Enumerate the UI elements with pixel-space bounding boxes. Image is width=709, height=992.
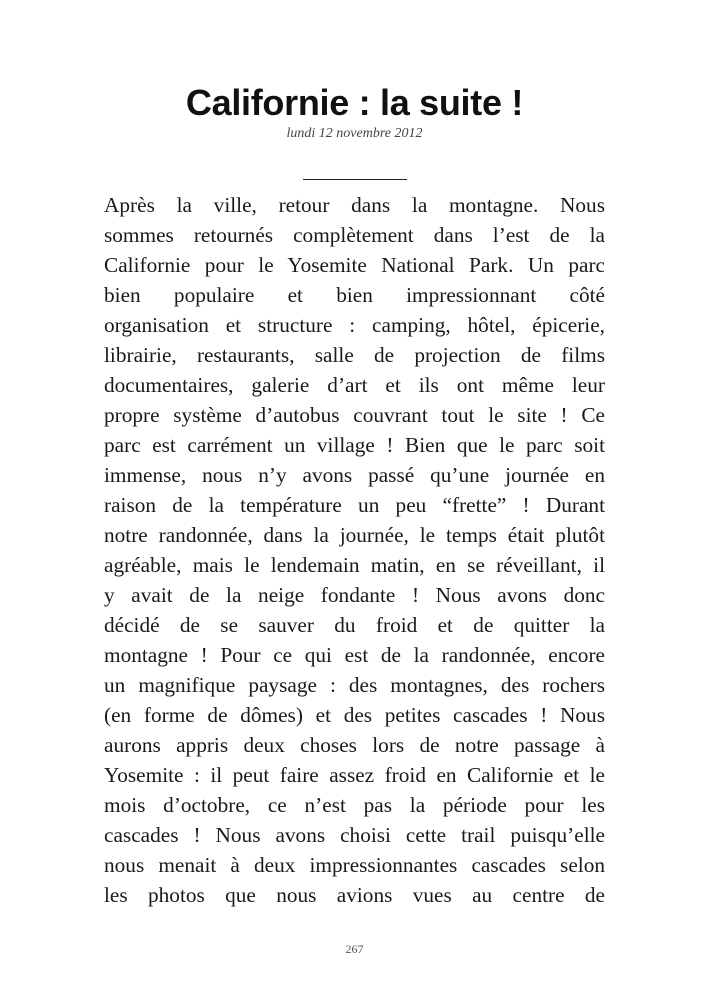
page-number: 267 [345,942,364,956]
article-body [104,190,605,910]
body-line: organisation et structure : camping, hôtel, épicerie, [104,313,605,337]
body-line: sommes retournés complètement dans l’est de la [104,223,605,247]
body-line: propre système d’autobus couvrant tout le site ! Ce [104,403,605,427]
body-line: montagne ! Pour ce qui est de la randonnée, encore [104,643,605,667]
title-divider [303,179,407,180]
body-line: nous menait à deux impressionnantes cascades selon [104,853,605,877]
body-line: (en forme de dômes) et des petites cascades ! Nous [104,703,605,727]
body-line: notre randonnée, dans la journée, le temps était plutôt [104,523,605,547]
body-line: parc est carrément un village ! Bien que le parc soit [104,433,605,457]
body-line: librairie, restaurants, salle de projection de films [104,343,605,367]
body-line: immense, nous n’y avons passé qu’une journée en [104,463,605,487]
post-date: lundi 12 novembre 2012 [286,126,423,141]
body-line: y avait de la neige fondante ! Nous avons donc [104,583,605,607]
body-line: documentaires, galerie d’art et ils ont même leur [104,373,605,397]
body-line: un magnifique paysage : des montagnes, des rochers [104,673,605,697]
body-line: Après la ville, retour dans la montagne. Nous [104,193,605,217]
body-line: mois d’octobre, ce n’est pas la période pour les [104,793,605,817]
body-line: les photos que nous avions vues au centre de [104,883,605,907]
body-line: cascades ! Nous avons choisi cette trail puisqu’elle [104,823,605,847]
page-title: Californie : la suite ! [185,82,524,123]
body-line: Yosemite : il peut faire assez froid en Californie et le [104,763,605,787]
body-line: Californie pour le Yosemite National Park. Un parc [104,253,605,277]
body-line: agréable, mais le lendemain matin, en se réveillant, il [104,553,605,577]
body-line: aurons appris deux choses lors de notre passage à [104,733,605,757]
body-line: bien populaire et bien impressionnant côté [104,283,605,307]
body-line: raison de la température un peu “frette” ! Durant [104,493,605,517]
body-line: décidé de se sauver du froid et de quitter la [104,613,605,637]
